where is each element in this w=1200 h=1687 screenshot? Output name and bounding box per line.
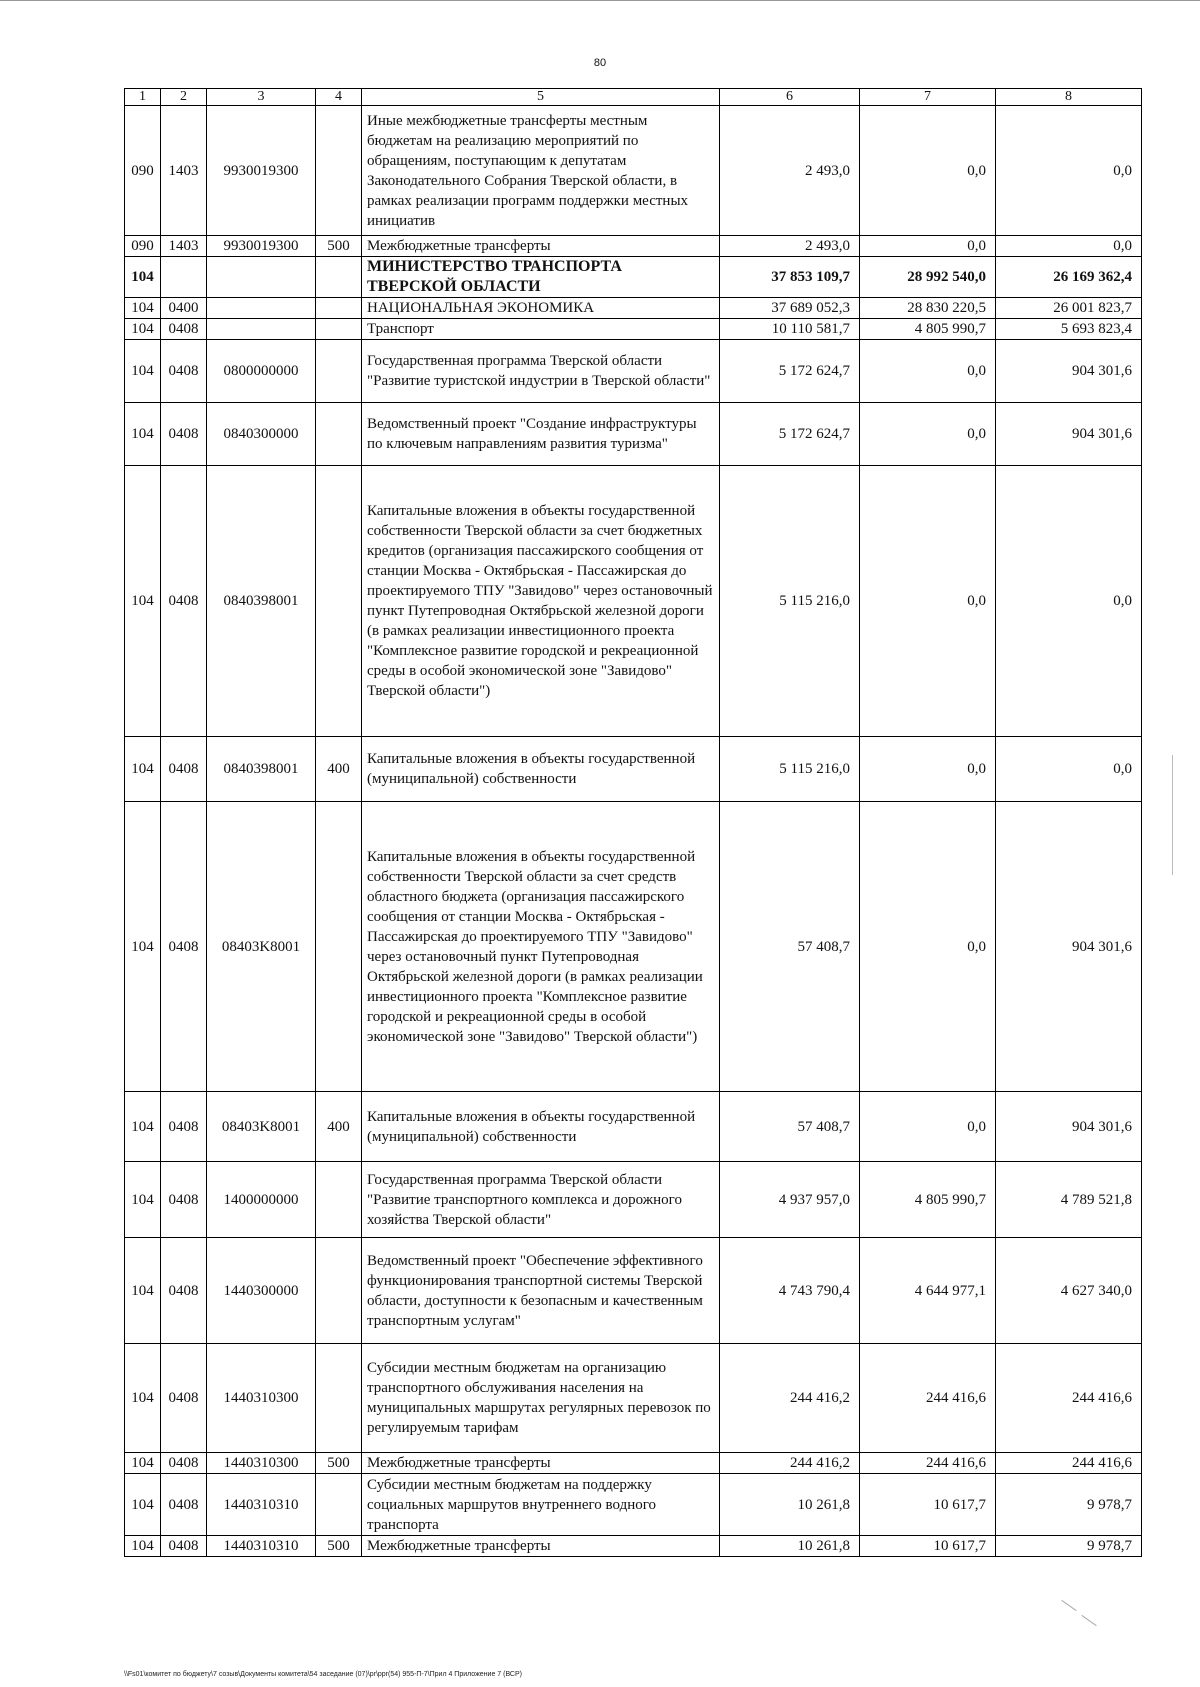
cell-target-code: 9930019300 [207,106,316,236]
cell-value-col7: 0,0 [860,802,996,1092]
cell-section-code: 0408 [161,1162,207,1238]
cell-target-code: 1400000000 [207,1162,316,1238]
cell-admin-code: 104 [125,319,161,340]
cell-section-code: 1403 [161,236,207,257]
table-row [125,340,1142,403]
cell-value-col6: 2 493,0 [720,236,860,257]
cell-value-col8: 9 978,7 [996,1536,1142,1557]
cell-value-col6: 5 172 624,7 [720,340,860,403]
column-header: 4 [316,89,362,106]
cell-value-col6: 4 937 957,0 [720,1162,860,1238]
cell-value-col6: 5 115 216,0 [720,466,860,737]
cell-section-code: 0408 [161,403,207,466]
cell-value-col7: 0,0 [860,737,996,802]
cell-value-col8: 0,0 [996,106,1142,236]
cell-value-col6: 5 115 216,0 [720,737,860,802]
cell-value-col7: 0,0 [860,1092,996,1162]
cell-name: Капитальные вложения в объекты государственной собственности Тверской области за счет средств областного бюджета (организация пассажирского сообщения от станции Москва - Октябрьская - Пассажирская до проектируемого ТПУ "Завидово" через остановочный пункт Путепроводная Октябрьской железной дороги (в рамках реализации инвестиционного проекта "Комплексное развитие городской и рекреационной среды в особой экономической зоне "Завидово" Тверской области") [362,802,720,1092]
cell-value-col8: 26 001 823,7 [996,298,1142,319]
cell-target-code: 0840398001 [207,466,316,737]
cell-value-col6: 4 743 790,4 [720,1238,860,1344]
table-row [125,106,1142,236]
cell-value-col7: 0,0 [860,106,996,236]
cell-expense-type [316,1238,362,1344]
cell-section-code: 0400 [161,298,207,319]
cell-name: Ведомственный проект "Создание инфраструктуры по ключевым направлениям развития туризма" [362,403,720,466]
cell-admin-code: 104 [125,1536,161,1557]
cell-admin-code: 104 [125,257,161,298]
cell-admin-code: 104 [125,340,161,403]
column-header: 6 [720,89,860,106]
cell-target-code: 1440310300 [207,1453,316,1474]
cell-expense-type: 500 [316,1453,362,1474]
cell-section-code: 0408 [161,1092,207,1162]
table-row [125,1344,1142,1453]
cell-expense-type [316,319,362,340]
cell-section-code: 0408 [161,1238,207,1344]
cell-name: Субсидии местным бюджетам на организацию транспортного обслуживания населения на муниципальных маршрутах регулярных перевозок по регулируемым тарифам [362,1344,720,1453]
table-row [125,1536,1142,1557]
table-row [125,466,1142,737]
table-row [125,403,1142,466]
cell-value-col8: 9 978,7 [996,1474,1142,1536]
table-row [125,1092,1142,1162]
cell-expense-type [316,257,362,298]
cell-value-col7: 4 805 990,7 [860,319,996,340]
table-row [125,737,1142,802]
cell-name: Межбюджетные трансферты [362,236,720,257]
column-header: 5 [362,89,720,106]
cell-name: НАЦИОНАЛЬНАЯ ЭКОНОМИКА [362,298,720,319]
cell-expense-type [316,403,362,466]
cell-section-code: 0408 [161,319,207,340]
cell-expense-type: 400 [316,737,362,802]
cell-expense-type: 500 [316,1536,362,1557]
cell-value-col7: 0,0 [860,403,996,466]
cell-value-col8: 0,0 [996,737,1142,802]
cell-target-code [207,319,316,340]
cell-section-code: 0408 [161,1344,207,1453]
cell-target-code: 08403K8001 [207,802,316,1092]
cell-admin-code: 104 [125,1162,161,1238]
cell-name: Иные межбюджетные трансферты местным бюджетам на реализацию мероприятий по обращениям, поступающим к депутатам Законодательного Собрания Тверской области, в рамках реализации программ поддержки местных инициатив [362,106,720,236]
cell-section-code: 0408 [161,802,207,1092]
cell-section-code: 0408 [161,1453,207,1474]
cell-name: Капитальные вложения в объекты государственной (муниципальной) собственности [362,737,720,802]
cell-value-col7: 0,0 [860,236,996,257]
cell-value-col6: 37 689 052,3 [720,298,860,319]
cell-value-col6: 10 110 581,7 [720,319,860,340]
cell-expense-type [316,298,362,319]
cell-admin-code: 104 [125,737,161,802]
table-row [125,236,1142,257]
cell-value-col7: 28 830 220,5 [860,298,996,319]
column-header: 3 [207,89,316,106]
cell-admin-code: 104 [125,1453,161,1474]
cell-section-code [161,257,207,298]
cell-value-col8: 0,0 [996,466,1142,737]
cell-admin-code: 104 [125,403,161,466]
cell-admin-code: 090 [125,236,161,257]
cell-expense-type [316,466,362,737]
cell-admin-code: 104 [125,1238,161,1344]
cell-target-code: 9930019300 [207,236,316,257]
cell-value-col6: 10 261,8 [720,1536,860,1557]
column-header-row [125,89,1142,106]
table-row [125,1453,1142,1474]
table-row [125,1162,1142,1238]
cell-target-code: 1440300000 [207,1238,316,1344]
cell-name: Государственная программа Тверской области "Развитие транспортного комплекса и дорожного хозяйства Тверской области" [362,1162,720,1238]
cell-expense-type: 400 [316,1092,362,1162]
table-row-ministry [125,257,1142,298]
cell-name: Межбюджетные трансферты [362,1536,720,1557]
cell-value-col8: 5 693 823,4 [996,319,1142,340]
cell-admin-code: 104 [125,1344,161,1453]
cell-section-code: 0408 [161,340,207,403]
cell-expense-type: 500 [316,236,362,257]
cell-target-code [207,257,316,298]
table-row [125,298,1142,319]
cell-section-code: 1403 [161,106,207,236]
cell-target-code: 08403K8001 [207,1092,316,1162]
cell-target-code: 1440310310 [207,1474,316,1536]
column-header: 8 [996,89,1142,106]
cell-name: Ведомственный проект "Обеспечение эффективного функционирования транспортной системы Тверской области, доступности к безопасным и качественным транспортным услугам" [362,1238,720,1344]
cell-name: МИНИСТЕРСТВО ТРАНСПОРТА ТВЕРСКОЙ ОБЛАСТИ [362,257,720,298]
cell-value-col8: 904 301,6 [996,403,1142,466]
table-row [125,1238,1142,1344]
cell-target-code: 0840300000 [207,403,316,466]
scan-artifact-line [1172,755,1173,875]
cell-value-col8: 0,0 [996,236,1142,257]
column-header: 2 [161,89,207,106]
table-row [125,319,1142,340]
page-number: 80 [593,57,607,69]
budget-table [124,88,1142,1557]
footer-file-path: \\Fs01\комитет по бюджету\7 созыв\Документы комитета\54 заседание (07)\pr\ppr(54) 955-П-7\Прил 4 Приложение 7 (ВСР) [124,1671,522,1678]
cell-admin-code: 104 [125,802,161,1092]
scan-artifact-mark [1061,1600,1076,1611]
cell-value-col8: 904 301,6 [996,1092,1142,1162]
cell-target-code: 1440310310 [207,1536,316,1557]
column-header: 7 [860,89,996,106]
cell-name: Субсидии местным бюджетам на поддержку социальных маршрутов внутреннего водного транспорта [362,1474,720,1536]
cell-expense-type [316,340,362,403]
cell-value-col8: 904 301,6 [996,802,1142,1092]
column-header: 1 [125,89,161,106]
cell-value-col7: 10 617,7 [860,1474,996,1536]
cell-name: Транспорт [362,319,720,340]
cell-admin-code: 104 [125,1092,161,1162]
cell-expense-type [316,1474,362,1536]
cell-value-col8: 4 627 340,0 [996,1238,1142,1344]
cell-admin-code: 104 [125,298,161,319]
cell-target-code: 0840398001 [207,737,316,802]
cell-section-code: 0408 [161,466,207,737]
cell-target-code: 0800000000 [207,340,316,403]
cell-value-col8: 244 416,6 [996,1344,1142,1453]
cell-admin-code: 090 [125,106,161,236]
cell-value-col8: 904 301,6 [996,340,1142,403]
cell-expense-type [316,802,362,1092]
cell-value-col7: 10 617,7 [860,1536,996,1557]
cell-value-col7: 244 416,6 [860,1344,996,1453]
cell-admin-code: 104 [125,1474,161,1536]
cell-value-col8: 4 789 521,8 [996,1162,1142,1238]
cell-section-code: 0408 [161,737,207,802]
cell-section-code: 0408 [161,1536,207,1557]
cell-section-code: 0408 [161,1474,207,1536]
cell-name: Капитальные вложения в объекты государственной (муниципальной) собственности [362,1092,720,1162]
cell-expense-type [316,106,362,236]
top-border-line [0,0,1200,1]
cell-value-col7: 4 644 977,1 [860,1238,996,1344]
cell-value-col6: 5 172 624,7 [720,403,860,466]
table-row [125,1474,1142,1536]
cell-value-col6: 244 416,2 [720,1344,860,1453]
cell-name: Государственная программа Тверской области "Развитие туристской индустрии в Тверской области" [362,340,720,403]
cell-value-col8: 26 169 362,4 [996,257,1142,298]
cell-value-col6: 37 853 109,7 [720,257,860,298]
cell-value-col7: 28 992 540,0 [860,257,996,298]
cell-value-col7: 0,0 [860,340,996,403]
cell-value-col6: 57 408,7 [720,1092,860,1162]
cell-value-col7: 244 416,6 [860,1453,996,1474]
cell-admin-code: 104 [125,466,161,737]
cell-value-col6: 57 408,7 [720,802,860,1092]
scan-artifact-mark [1081,1615,1096,1626]
table-row [125,802,1142,1092]
cell-value-col7: 0,0 [860,466,996,737]
cell-name: Межбюджетные трансферты [362,1453,720,1474]
cell-value-col7: 4 805 990,7 [860,1162,996,1238]
cell-value-col6: 2 493,0 [720,106,860,236]
cell-expense-type [316,1162,362,1238]
cell-name: Капитальные вложения в объекты государственной собственности Тверской области за счет бюджетных кредитов (организация пассажирского сообщения от станции Москва - Октябрьская - Пассажирская до проектируемого ТПУ "Завидово" через остановочный пункт Путепроводная Октябрьской железной дороги (в рамках реализации инвестиционного проекта "Комплексное развитие городской и рекреационной среды в особой экономической зоне "Завидово" Тверской области") [362,466,720,737]
cell-expense-type [316,1344,362,1453]
cell-target-code: 1440310300 [207,1344,316,1453]
cell-value-col8: 244 416,6 [996,1453,1142,1474]
cell-target-code [207,298,316,319]
cell-value-col6: 244 416,2 [720,1453,860,1474]
cell-value-col6: 10 261,8 [720,1474,860,1536]
